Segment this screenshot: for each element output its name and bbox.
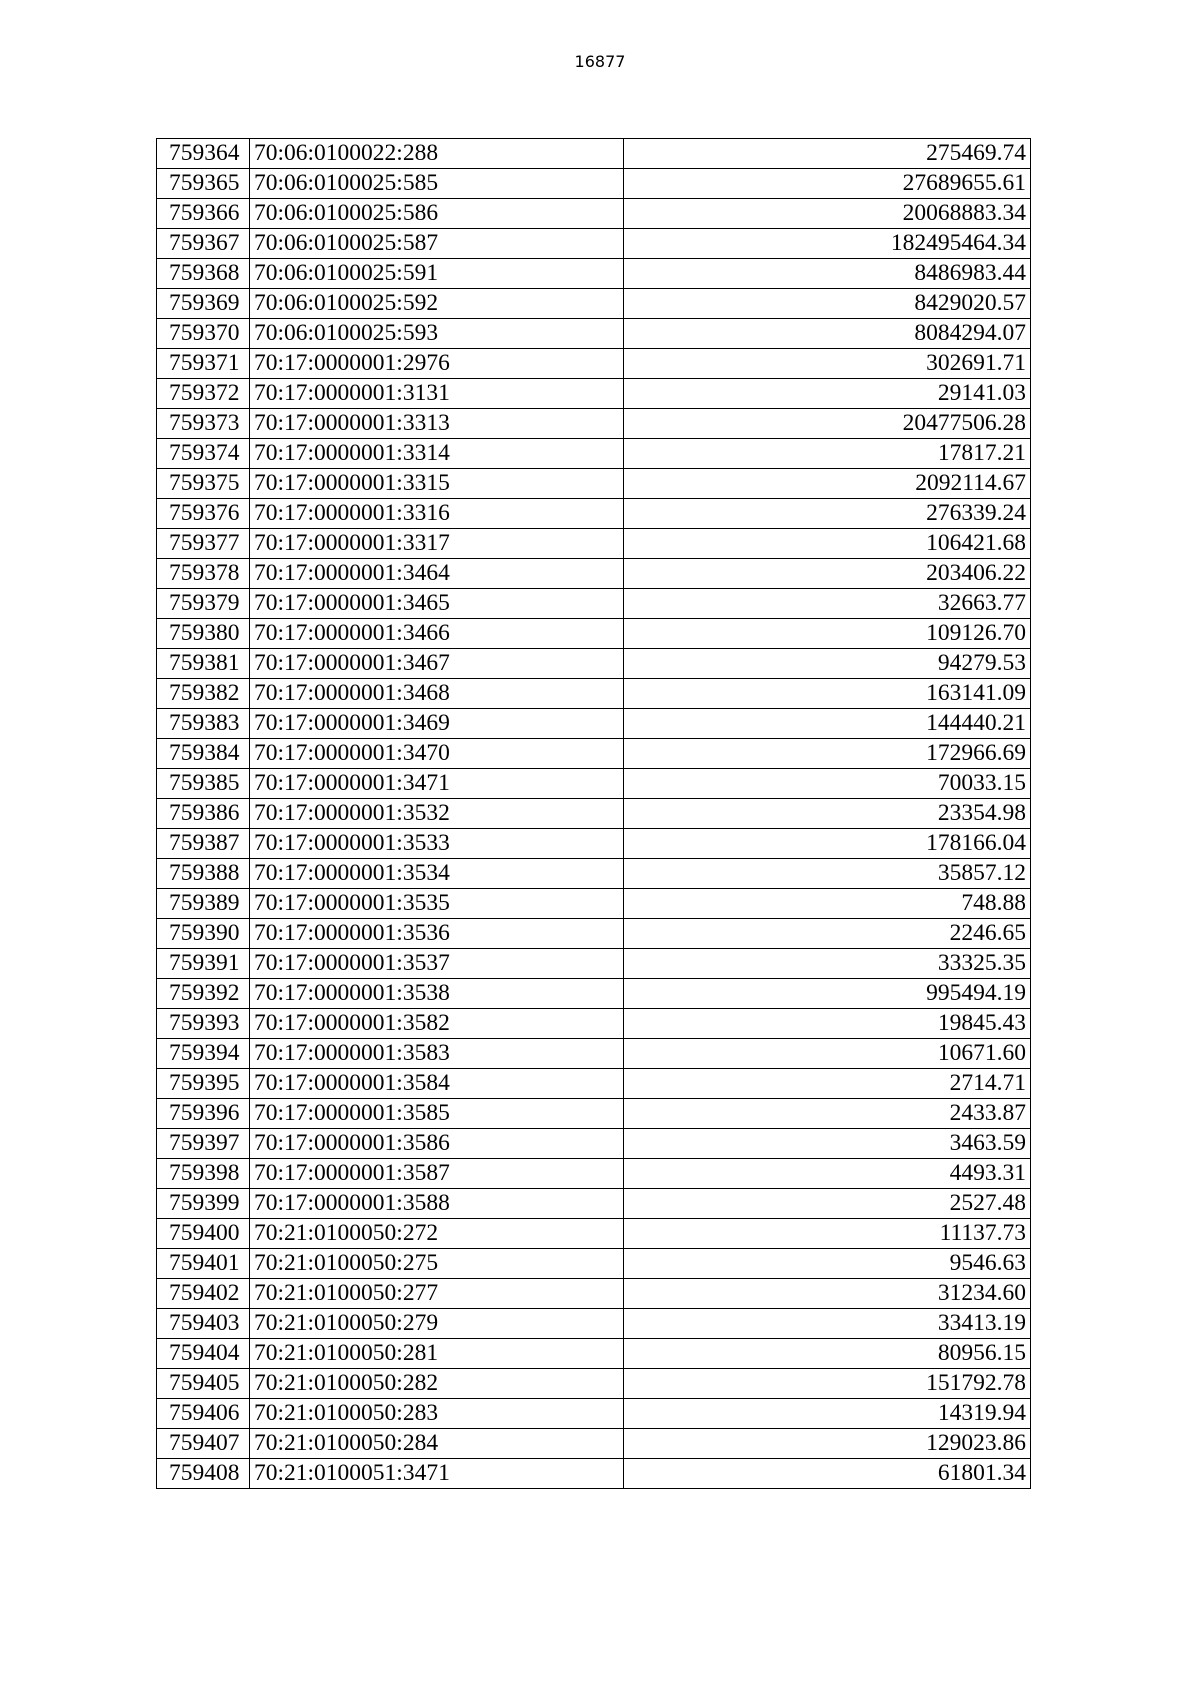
row-number-cell: 759391 [157,949,250,979]
table-row [157,229,1031,259]
row-number-cell: 759365 [157,169,250,199]
cadastral-number-cell: 70:21:0100050:279 [250,1309,624,1339]
cadastral-number-cell: 70:17:0000001:3585 [250,1099,624,1129]
cadastral-number-cell: 70:17:0000001:3535 [250,889,624,919]
cadastral-number-cell: 70:17:0000001:3467 [250,649,624,679]
row-number-cell: 759369 [157,289,250,319]
row-number-cell: 759381 [157,649,250,679]
table-row [157,889,1031,919]
row-number-cell: 759375 [157,469,250,499]
table-row [157,139,1031,169]
value-cell: 2527.48 [624,1189,1031,1219]
cadastral-number-cell: 70:06:0100025:585 [250,169,624,199]
cadastral-number-cell: 70:17:0000001:3470 [250,739,624,769]
row-number-cell: 759374 [157,439,250,469]
row-number-cell: 759397 [157,1129,250,1159]
value-cell: 2246.65 [624,919,1031,949]
table-row [157,1099,1031,1129]
row-number-cell: 759377 [157,529,250,559]
table-row [157,1279,1031,1309]
cadastral-number-cell: 70:21:0100050:277 [250,1279,624,1309]
cadastral-number-cell: 70:17:0000001:3586 [250,1129,624,1159]
cadastral-number-cell: 70:06:0100025:586 [250,199,624,229]
table-row [157,709,1031,739]
table-row [157,199,1031,229]
value-cell: 129023.86 [624,1429,1031,1459]
value-cell: 35857.12 [624,859,1031,889]
table-row [157,649,1031,679]
table-row [157,469,1031,499]
value-cell: 106421.68 [624,529,1031,559]
table-row [157,1369,1031,1399]
cadastral-number-cell: 70:17:0000001:3537 [250,949,624,979]
table-row [157,1399,1031,1429]
row-number-cell: 759368 [157,259,250,289]
cadastral-number-cell: 70:17:0000001:3582 [250,1009,624,1039]
cadastral-number-cell: 70:21:0100050:275 [250,1249,624,1279]
cadastral-number-cell: 70:06:0100025:587 [250,229,624,259]
table-row [157,769,1031,799]
table-row [157,829,1031,859]
row-number-cell: 759371 [157,349,250,379]
row-number-cell: 759378 [157,559,250,589]
row-number-cell: 759388 [157,859,250,889]
table-row [157,379,1031,409]
value-cell: 4493.31 [624,1159,1031,1189]
value-cell: 80956.15 [624,1339,1031,1369]
row-number-cell: 759399 [157,1189,250,1219]
cadastral-number-cell: 70:17:0000001:3533 [250,829,624,859]
row-number-cell: 759387 [157,829,250,859]
value-cell: 163141.09 [624,679,1031,709]
cadastral-number-cell: 70:06:0100025:591 [250,259,624,289]
row-number-cell: 759373 [157,409,250,439]
cadastral-number-cell: 70:17:0000001:3317 [250,529,624,559]
cadastral-number-cell: 70:17:0000001:3536 [250,919,624,949]
registry-table [156,138,1031,1489]
value-cell: 94279.53 [624,649,1031,679]
cadastral-number-cell: 70:17:0000001:3468 [250,679,624,709]
value-cell: 20477506.28 [624,409,1031,439]
row-number-cell: 759379 [157,589,250,619]
table-row [157,1129,1031,1159]
row-number-cell: 759400 [157,1219,250,1249]
cadastral-number-cell: 70:17:0000001:3584 [250,1069,624,1099]
table-row [157,1189,1031,1219]
table-row [157,559,1031,589]
table-row [157,349,1031,379]
row-number-cell: 759384 [157,739,250,769]
cadastral-number-cell: 70:17:0000001:3131 [250,379,624,409]
value-cell: 33413.19 [624,1309,1031,1339]
cadastral-number-cell: 70:21:0100050:281 [250,1339,624,1369]
cadastral-number-cell: 70:17:0000001:3465 [250,589,624,619]
value-cell: 23354.98 [624,799,1031,829]
row-number-cell: 759380 [157,619,250,649]
value-cell: 151792.78 [624,1369,1031,1399]
table-row [157,799,1031,829]
table-row [157,499,1031,529]
value-cell: 14319.94 [624,1399,1031,1429]
value-cell: 3463.59 [624,1129,1031,1159]
cadastral-number-cell: 70:06:0100025:592 [250,289,624,319]
cadastral-number-cell: 70:17:0000001:3469 [250,709,624,739]
value-cell: 19845.43 [624,1009,1031,1039]
value-cell: 20068883.34 [624,199,1031,229]
table-row [157,1249,1031,1279]
value-cell: 748.88 [624,889,1031,919]
table-row [157,259,1031,289]
value-cell: 8429020.57 [624,289,1031,319]
cadastral-number-cell: 70:17:0000001:3464 [250,559,624,589]
row-number-cell: 759364 [157,139,250,169]
value-cell: 70033.15 [624,769,1031,799]
value-cell: 2092114.67 [624,469,1031,499]
row-number-cell: 759383 [157,709,250,739]
table-row [157,529,1031,559]
row-number-cell: 759407 [157,1429,250,1459]
table-row [157,439,1031,469]
table-row [157,1339,1031,1369]
table-row [157,169,1031,199]
row-number-cell: 759382 [157,679,250,709]
row-number-cell: 759370 [157,319,250,349]
cadastral-number-cell: 70:21:0100050:284 [250,1429,624,1459]
page-number: 16877 [574,52,626,71]
row-number-cell: 759405 [157,1369,250,1399]
table-row [157,1309,1031,1339]
table-row [157,1459,1031,1489]
table-row [157,949,1031,979]
value-cell: 2433.87 [624,1099,1031,1129]
table-row [157,1159,1031,1189]
table-row [157,409,1031,439]
row-number-cell: 759394 [157,1039,250,1069]
cadastral-number-cell: 70:17:0000001:3315 [250,469,624,499]
value-cell: 29141.03 [624,379,1031,409]
value-cell: 109126.70 [624,619,1031,649]
cadastral-number-cell: 70:17:0000001:3538 [250,979,624,1009]
table-row [157,1039,1031,1069]
table-row [157,739,1031,769]
row-number-cell: 759392 [157,979,250,1009]
row-number-cell: 759404 [157,1339,250,1369]
row-number-cell: 759390 [157,919,250,949]
value-cell: 2714.71 [624,1069,1031,1099]
table-row [157,979,1031,1009]
value-cell: 33325.35 [624,949,1031,979]
row-number-cell: 759386 [157,799,250,829]
cadastral-number-cell: 70:17:0000001:3588 [250,1189,624,1219]
row-number-cell: 759385 [157,769,250,799]
cadastral-number-cell: 70:17:0000001:3532 [250,799,624,829]
cadastral-number-cell: 70:17:0000001:3466 [250,619,624,649]
value-cell: 995494.19 [624,979,1031,1009]
cadastral-number-cell: 70:21:0100050:272 [250,1219,624,1249]
cadastral-number-cell: 70:06:0100022:288 [250,139,624,169]
cadastral-number-cell: 70:21:0100050:283 [250,1399,624,1429]
cadastral-number-cell: 70:17:0000001:2976 [250,349,624,379]
row-number-cell: 759403 [157,1309,250,1339]
table-row [157,1069,1031,1099]
table-row [157,589,1031,619]
table-row [157,619,1031,649]
cadastral-number-cell: 70:17:0000001:3316 [250,499,624,529]
row-number-cell: 759406 [157,1399,250,1429]
row-number-cell: 759395 [157,1069,250,1099]
value-cell: 8084294.07 [624,319,1031,349]
table-row [157,919,1031,949]
value-cell: 8486983.44 [624,259,1031,289]
table-row [157,289,1031,319]
value-cell: 203406.22 [624,559,1031,589]
value-cell: 11137.73 [624,1219,1031,1249]
row-number-cell: 759389 [157,889,250,919]
row-number-cell: 759376 [157,499,250,529]
cadastral-number-cell: 70:06:0100025:593 [250,319,624,349]
value-cell: 61801.34 [624,1459,1031,1489]
cadastral-number-cell: 70:17:0000001:3471 [250,769,624,799]
row-number-cell: 759396 [157,1099,250,1129]
cadastral-number-cell: 70:17:0000001:3583 [250,1039,624,1069]
row-number-cell: 759367 [157,229,250,259]
table-row [157,1429,1031,1459]
table-body [157,139,1031,1489]
row-number-cell: 759408 [157,1459,250,1489]
row-number-cell: 759366 [157,199,250,229]
cadastral-number-cell: 70:17:0000001:3314 [250,439,624,469]
cadastral-number-cell: 70:17:0000001:3587 [250,1159,624,1189]
value-cell: 9546.63 [624,1249,1031,1279]
table-row [157,859,1031,889]
value-cell: 302691.71 [624,349,1031,379]
table-row [157,679,1031,709]
row-number-cell: 759398 [157,1159,250,1189]
row-number-cell: 759402 [157,1279,250,1309]
table-row [157,1219,1031,1249]
value-cell: 182495464.34 [624,229,1031,259]
row-number-cell: 759401 [157,1249,250,1279]
value-cell: 10671.60 [624,1039,1031,1069]
value-cell: 32663.77 [624,589,1031,619]
value-cell: 178166.04 [624,829,1031,859]
cadastral-number-cell: 70:17:0000001:3313 [250,409,624,439]
value-cell: 275469.74 [624,139,1031,169]
value-cell: 276339.24 [624,499,1031,529]
value-cell: 31234.60 [624,1279,1031,1309]
row-number-cell: 759393 [157,1009,250,1039]
value-cell: 172966.69 [624,739,1031,769]
cadastral-number-cell: 70:21:0100051:3471 [250,1459,624,1489]
value-cell: 17817.21 [624,439,1031,469]
value-cell: 144440.21 [624,709,1031,739]
cadastral-number-cell: 70:17:0000001:3534 [250,859,624,889]
row-number-cell: 759372 [157,379,250,409]
cadastral-number-cell: 70:21:0100050:282 [250,1369,624,1399]
table-row [157,319,1031,349]
value-cell: 27689655.61 [624,169,1031,199]
table-row [157,1009,1031,1039]
